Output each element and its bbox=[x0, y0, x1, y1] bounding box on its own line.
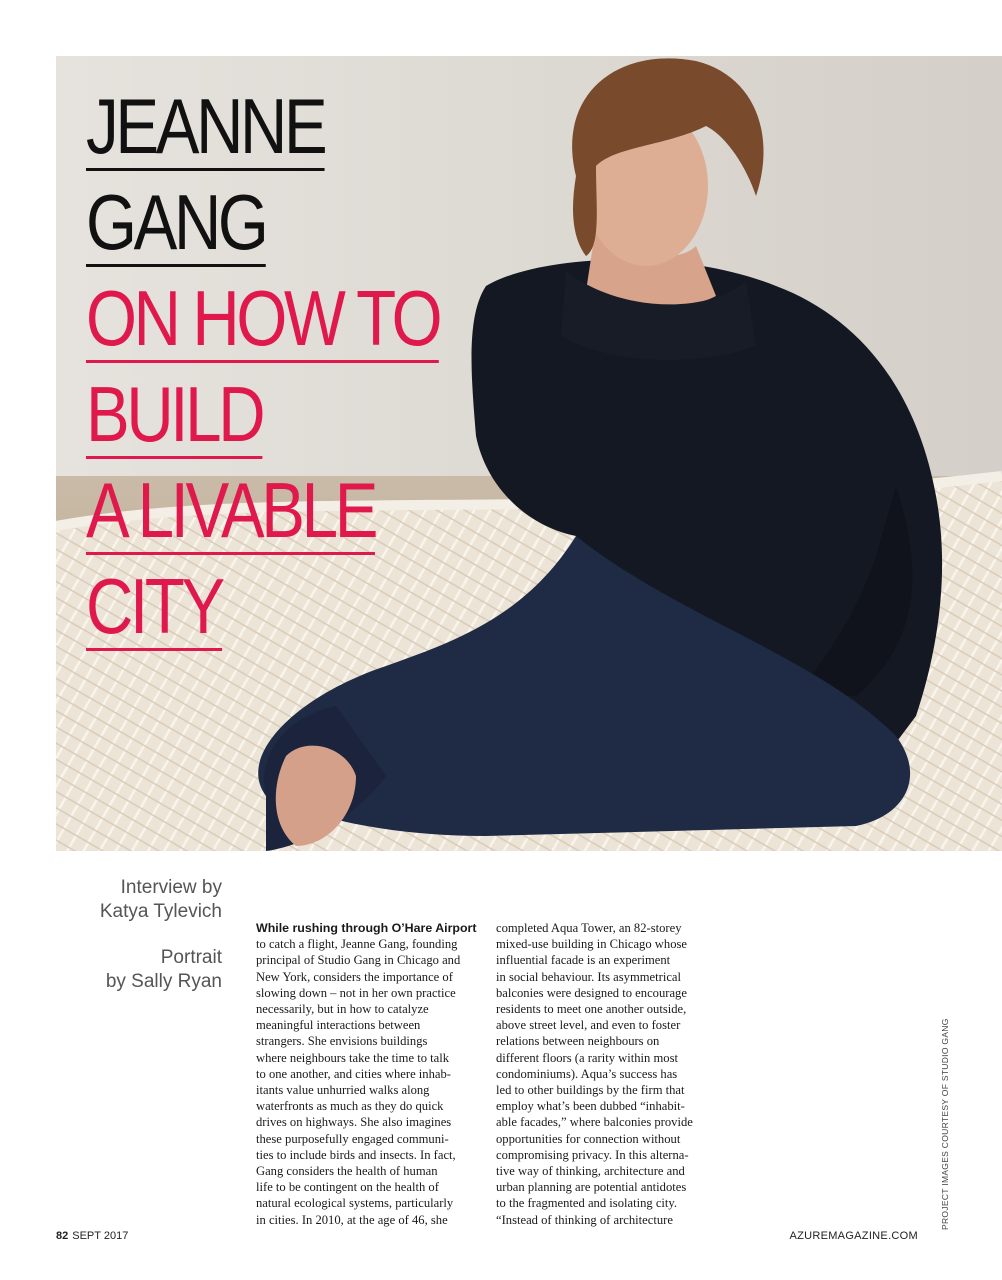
footer-folio bbox=[56, 1230, 128, 1242]
article-column-1-text: to catch a flight, Jeanne Gang, founding principal of Studio Gang in Chicago and New York, considers the importance of slowing down – not in her own practice necessarily, but in how to catalyze meaningful interactions between strangers. She envisions buildings where neighbours take the time to talk to one another, and cities where inhab- itants value unhurried walks along waterfronts as much as they do quick drives on highways. She also imagines these purposefully engaged communi- ties to include birds and insects. In fact, Gang considers the health of human life to be contingent on the health of natural ecological systems, particularly in cities. In 2010, at the age of 46, she bbox=[256, 937, 461, 1227]
article-lead-in: While rushing through O’Hare Airport bbox=[256, 921, 477, 935]
issue-date: SEPT 2017 bbox=[72, 1230, 129, 1242]
headline bbox=[86, 78, 506, 654]
page-number: 82 bbox=[56, 1230, 69, 1242]
headline-topic-line-1: ON HOW TO bbox=[86, 274, 440, 362]
headline-topic-line-3: A LIVABLE bbox=[86, 466, 376, 554]
headline-name-line-1: JEANNE bbox=[86, 82, 325, 170]
article-column-1 bbox=[256, 920, 484, 1228]
photo-credit-vertical: PROJECT IMAGES COURTESY OF STUDIO GANG bbox=[940, 1018, 950, 1230]
headline-topic-line-2: BUILD bbox=[86, 370, 263, 458]
interview-credit: Interview by Katya Tylevich bbox=[99, 877, 222, 922]
headline-topic-line-4: CITY bbox=[86, 562, 222, 650]
headline-name-line-2: GANG bbox=[86, 178, 266, 266]
article-column-2 bbox=[496, 920, 724, 1228]
byline bbox=[60, 876, 222, 1016]
portrait-credit: Portrait by Sally Ryan bbox=[105, 947, 222, 992]
article-column-2-text: completed Aqua Tower, an 82-storey mixed-use building in Chicago whose influential facade is an experiment in social behaviour. Its asymmetrical balconies were designed to encourage residents to meet one another outside, above street level, and even to foster relations between neighbours on different floors (a rarity within most condominiums). Aqua’s success has led to other buildings by the firm that employ what’s been dubbed “inhabit- able facades,” where balconies provide opportunities for connection without compromising privacy. In this alterna- tive way of thinking, architecture and urban planning are potential antidotes to the fragmented and isolating city. “Instead of thinking of architecture bbox=[496, 921, 693, 1227]
magazine-website: AZUREMAGAZINE.COM bbox=[789, 1230, 918, 1242]
